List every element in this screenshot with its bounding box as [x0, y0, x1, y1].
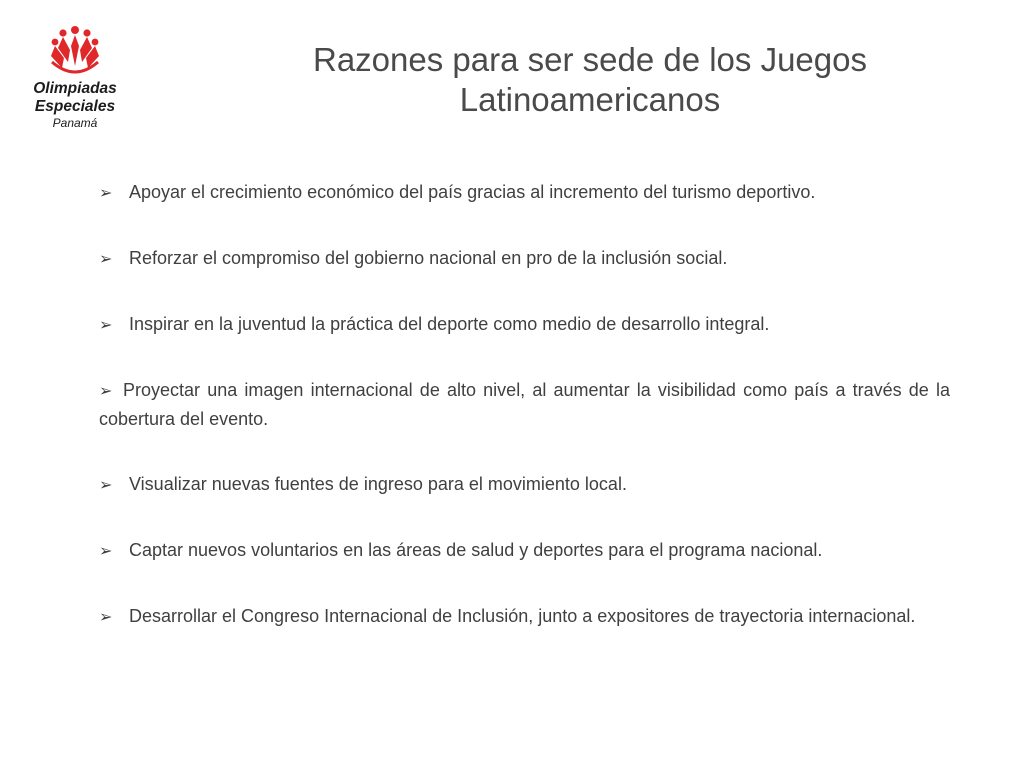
special-olympics-emblem-icon [44, 22, 106, 78]
logo-line-1: Olimpiadas [33, 80, 117, 97]
logo-wordmark [14, 80, 136, 130]
list-item [99, 602, 950, 631]
arrowhead-bullet-icon: ➢ [99, 607, 113, 626]
arrowhead-bullet-icon: ➢ [99, 541, 113, 560]
list-item [99, 470, 950, 499]
arrowhead-bullet-icon: ➢ [99, 475, 113, 494]
list-item-text: Inspirar en la juventud la práctica del deporte como medio de desarrollo integral. [129, 314, 770, 334]
list-item-text: Visualizar nuevas fuentes de ingreso para el movimiento local. [129, 474, 627, 494]
list-item [99, 178, 950, 207]
list-item [99, 244, 950, 273]
list-item [99, 376, 950, 433]
slide-title-line-1: Razones para ser sede de los Juegos [312, 41, 867, 78]
slide-title [230, 40, 950, 120]
slide-title-line-2: Latinoamericanos [459, 81, 721, 118]
arrowhead-bullet-icon: ➢ [99, 249, 113, 268]
logo-line-3: Panamá [52, 116, 98, 130]
arrowhead-bullet-icon: ➢ [99, 315, 113, 334]
list-item-text: Desarrollar el Congreso Internacional de Inclusión, junto a expositores de trayectoria internacional. [129, 606, 916, 626]
list-item-text: Reforzar el compromiso del gobierno nacional en pro de la inclusión social. [129, 248, 728, 268]
list-item-text: Proyectar una imagen internacional de alto nivel, al aumentar la visibilidad como país a través de la cobertura del evento. [99, 380, 950, 429]
list-item-text: Captar nuevos voluntarios en las áreas de salud y deportes para el programa nacional. [129, 540, 823, 560]
arrowhead-bullet-icon: ➢ [99, 183, 113, 202]
organization-logo [14, 22, 134, 142]
list-item [99, 310, 950, 339]
logo-line-2: Especiales [34, 98, 116, 115]
list-item-text: Apoyar el crecimiento económico del país gracias al incremento del turismo deportivo. [129, 182, 816, 202]
reasons-list [99, 178, 950, 668]
arrowhead-bullet-icon: ➢ [99, 381, 113, 400]
list-item [99, 536, 950, 565]
